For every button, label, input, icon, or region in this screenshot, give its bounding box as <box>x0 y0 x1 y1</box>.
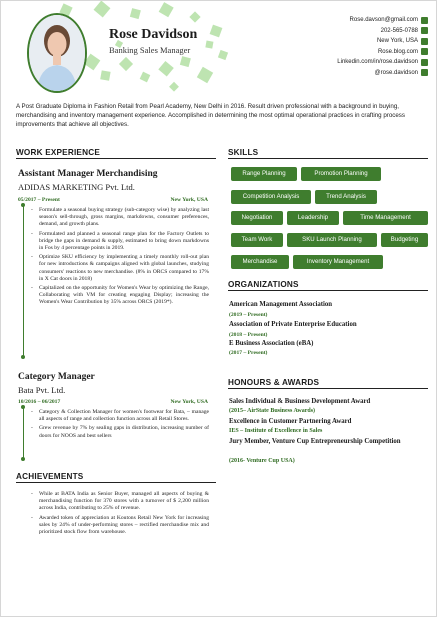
org-name-1: American Management Association <box>229 301 333 308</box>
org-name-2: Association of Private Enterprise Education <box>229 321 357 328</box>
twitter-icon <box>421 69 428 76</box>
award-sub-1: (2015– AirState Business Awards) <box>229 408 316 414</box>
skill-tag: Budgeting <box>381 233 428 247</box>
award-title-3: Jury Member, Venture Cup Entrepreneurship Competition <box>229 438 401 445</box>
list-item: - Formulated and planned a seasonal range plan for the Factory Outlets to bridge the gaps in demand & supply, estimated to bring down markdowns in Fos by 4 percentage points in 2019. <box>31 231 209 253</box>
timeline-line-1 <box>23 205 24 357</box>
job-location-1: New York, USA <box>170 197 208 203</box>
section-work-experience: WORK EXPERIENCE <box>16 148 216 159</box>
list-item: - Awarded token of appreciation at Koutons Retail New York for increasing sales by 24% of under-performing stores – rectified merchandise mix and prioritized stock flow from warehouse. <box>31 515 209 537</box>
phone-text: 202-565-0788 <box>380 27 418 34</box>
blog-text[interactable]: Rose.blog.com <box>377 48 418 55</box>
timeline-line-2 <box>23 407 24 459</box>
email-icon <box>421 17 428 24</box>
candidate-name: Rose Davidson <box>109 27 198 42</box>
achievements-list <box>31 491 209 538</box>
job-company-1: ADIDAS MARKETING Pvt. Ltd. <box>18 182 135 192</box>
job-title-1: Assistant Manager Merchandising <box>18 169 158 179</box>
contact-block <box>337 15 428 78</box>
list-item: - Capitalized on the opportunity for Women's Wear by optimizing the Range, Collaborating with VM for creating engaging Display; increasing the Women's Wear Contribution by 35% across ORCS (2019*). <box>31 285 209 307</box>
org-dates-3: (2017 – Present) <box>229 350 268 356</box>
skill-tag: Range Planning <box>231 167 297 181</box>
skill-tag: Trend Analysis <box>315 190 377 204</box>
skill-tag: Merchandise <box>231 255 289 269</box>
skill-tag: Promotion Planning <box>301 167 381 181</box>
job-location-2: New York, USA <box>170 399 208 405</box>
section-honours-awards: HONOURS & AWARDS <box>228 378 428 389</box>
list-item: - Formulate a seasonal buying strategy (sub-category wise) by analyzing last season's sell-through, gross margins, markdowns, consumer preferences, demand, and growth plans. <box>31 207 209 229</box>
skill-tag: Team Work <box>231 233 283 247</box>
list-item: - Optimize SKU efficiency by implementing a timely monthly roll-out plan for new introductions & campaigns aligned with global launches, studying consumers' reactions to new merchandise. (8% in ORCS compared to 17% in X Cat doors in 2018) <box>31 254 209 283</box>
location-text: New York, USA <box>376 38 418 45</box>
phone-icon <box>421 27 428 34</box>
org-dates-2: (2018 – Present) <box>229 332 268 338</box>
twitter-text[interactable]: @rose.davidson <box>374 69 418 76</box>
job-dates-1: 05/2017 – Present <box>18 197 60 203</box>
section-achievements: ACHIEVEMENTS <box>16 472 216 483</box>
linkedin-text[interactable]: Linkedin.com/in/rose.davidson <box>337 59 418 66</box>
award-title-2: Excellence in Customer Partnering Award <box>229 418 352 425</box>
timeline-dot-start-2 <box>21 405 25 409</box>
summary-paragraph: A Post Graduate Diploma in Fashion Retail from Pearl Academy, New Delhi in 2016. Result driven professional with a background in buying, merchandising and inventory management experience. Accomplished in determining the most optimal operational practices in crafting process improvements that achieve all objectives. <box>16 103 405 128</box>
job-company-2: Bata Pvt. Ltd. <box>18 385 66 395</box>
list-item: - While at BATA India as Senior Buyer, managed all aspects of buying & merchandising function for 370 stores with a turnover of $ 2,200 million across India, contributing to 25% of revenue. <box>31 491 209 513</box>
list-item: - Grew revenue by 7% by sealing gaps in distribution, increasing number of doors for NOOS and best sellers <box>31 425 209 439</box>
job-bullets-2 <box>31 409 209 442</box>
section-organizations: ORGANIZATIONS <box>228 280 428 291</box>
award-sub-2: IES – Institute of Excellence in Sales <box>229 428 323 434</box>
globe-icon <box>421 48 428 55</box>
skill-tag: Time Management <box>343 211 428 225</box>
profile-photo <box>27 13 87 93</box>
skill-tag: Competition Analysis <box>231 190 311 204</box>
job-title-2: Category Manager <box>18 372 95 382</box>
job-bullets-1 <box>31 207 209 309</box>
org-name-3: E Business Association (eBA) <box>229 340 314 347</box>
skill-tag: SKU Launch Planning <box>287 233 377 247</box>
org-dates-1: (2019 – Present) <box>229 312 268 318</box>
location-icon <box>421 38 428 45</box>
timeline-dot-end-1 <box>21 355 25 359</box>
timeline-dot-start-1 <box>21 203 25 207</box>
award-title-1: Sales Individual & Business Development Award <box>229 398 371 405</box>
skill-tag: Negotiation <box>231 211 283 225</box>
list-item: - Category & Collection Manager for women's footwear for Bata, – manage all aspects of range and collection function across all Retail Stores. <box>31 409 209 423</box>
award-sub-3: (2016- Venture Cup USA) <box>229 458 295 464</box>
email-text[interactable]: Rose.davson@gmail.com <box>349 17 418 24</box>
skill-tag: Leadership <box>287 211 339 225</box>
candidate-role: Banking Sales Manager <box>109 45 191 55</box>
skill-tag: Inventory Management <box>293 255 383 269</box>
job-dates-2: 10/2016 – 06/2017 <box>18 399 61 405</box>
linkedin-icon <box>421 59 428 66</box>
timeline-dot-end-2 <box>21 457 25 461</box>
section-skills: SKILLS <box>228 148 428 159</box>
